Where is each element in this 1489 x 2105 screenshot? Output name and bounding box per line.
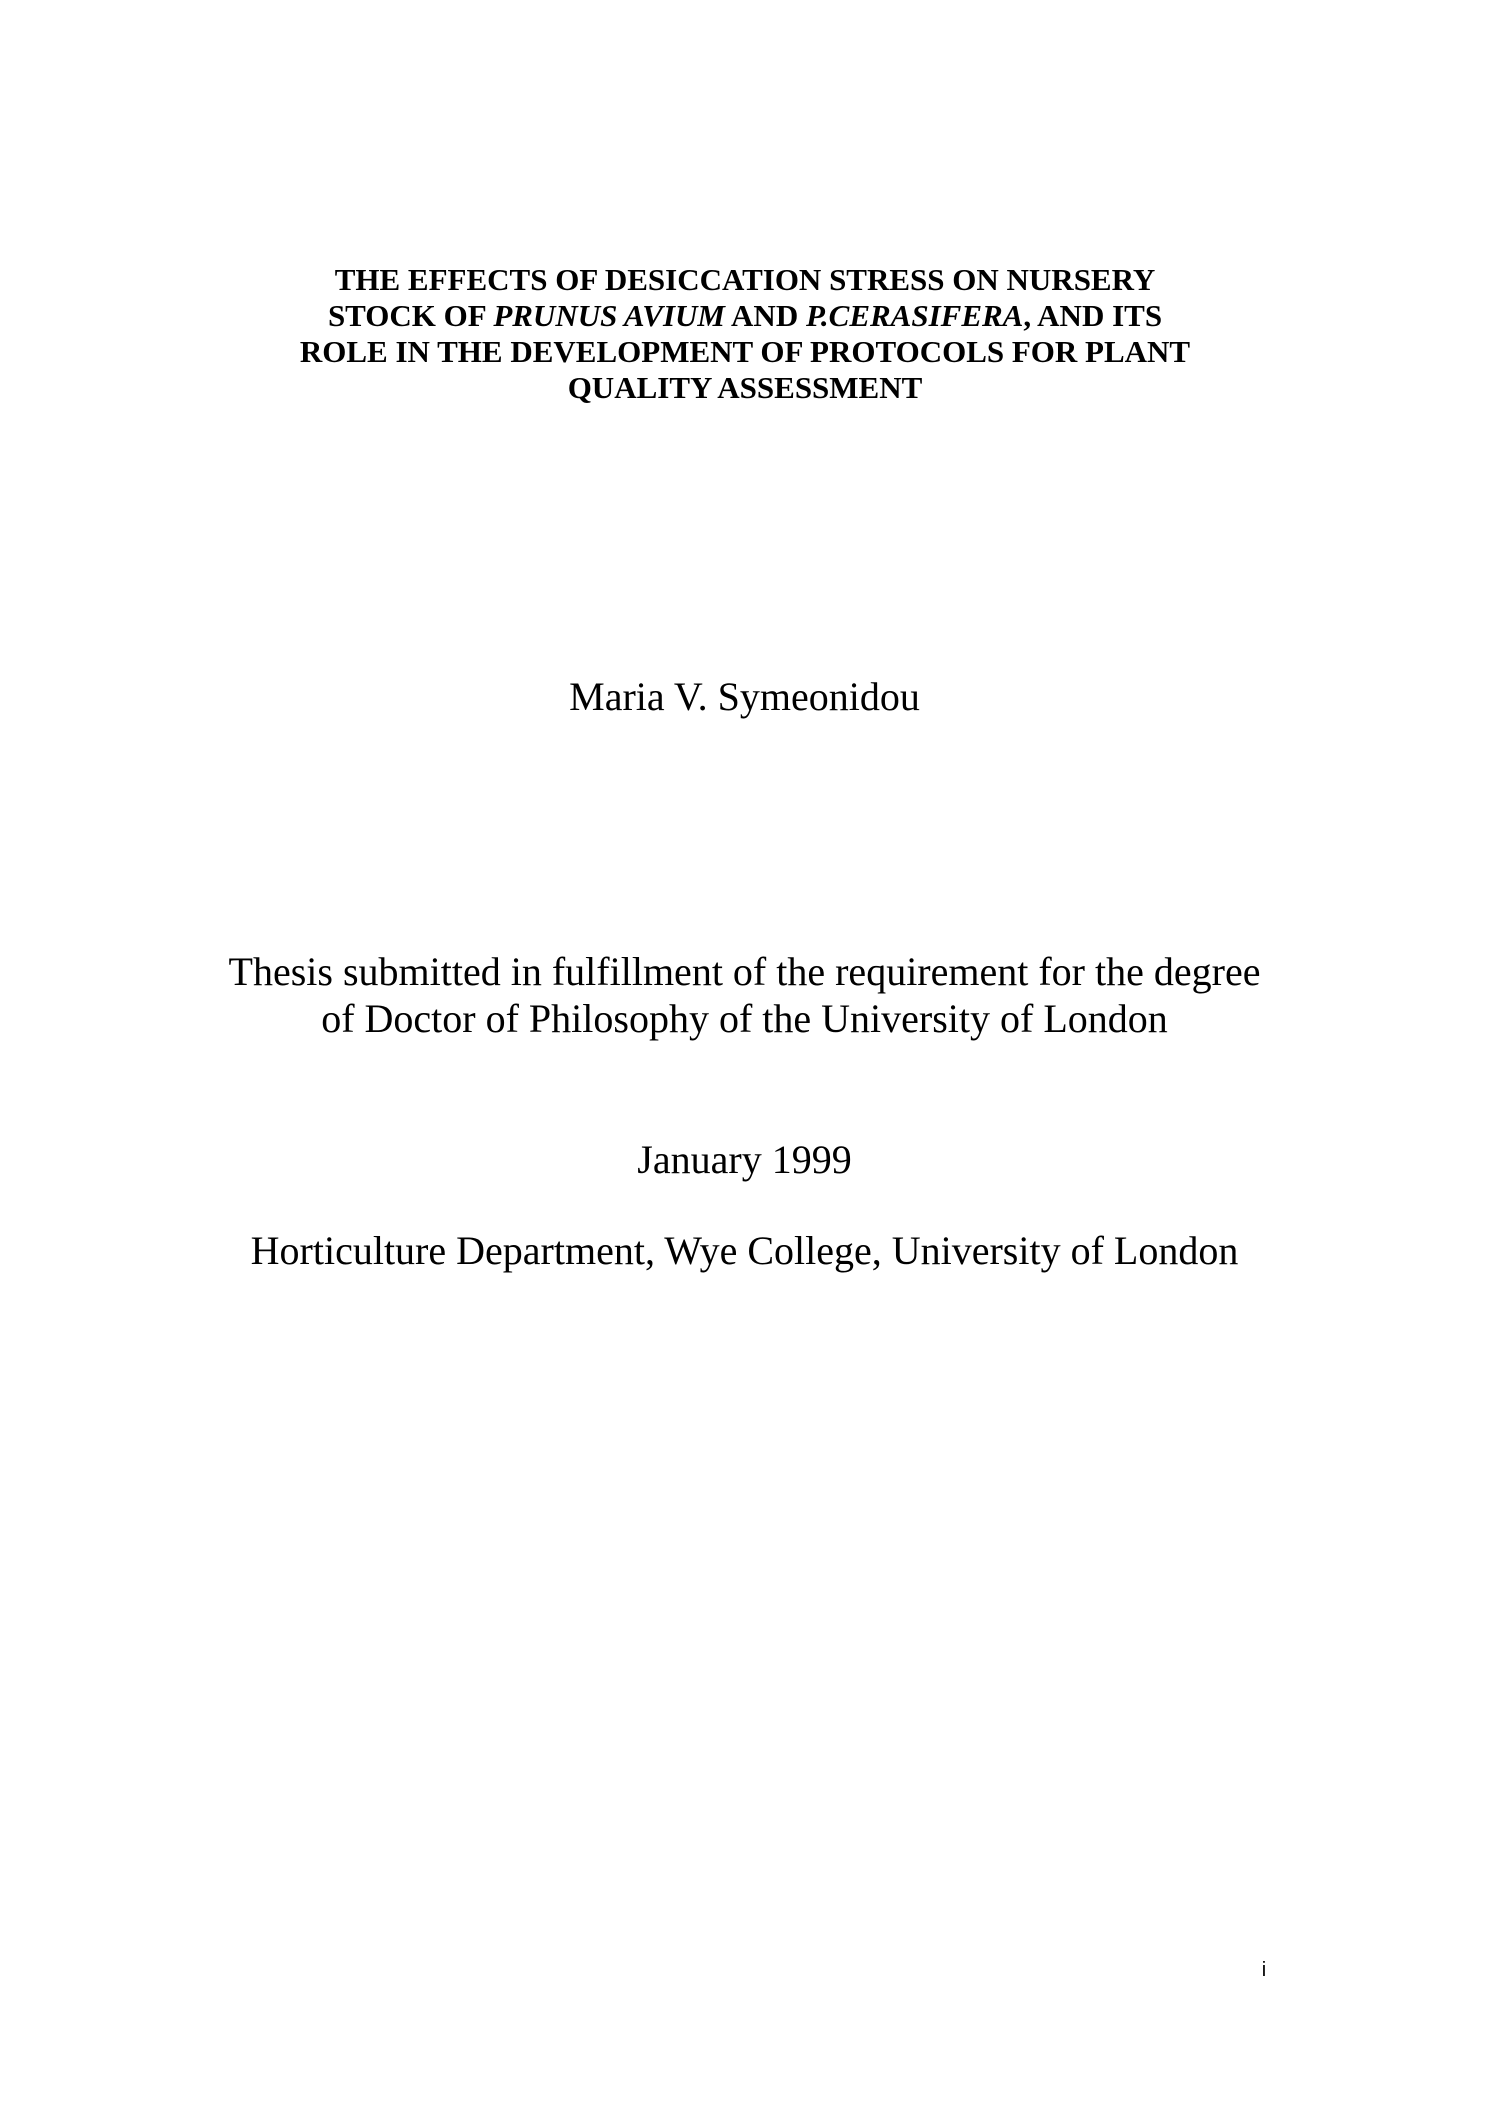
page-number: i [1261,1959,1267,1981]
author-name: Maria V. Symeonidou [569,674,920,719]
thesis-title [200,262,1290,406]
title-line-2 [200,298,1290,334]
title-line-2-text-b: AND [725,298,806,333]
department-affiliation: Horticulture Department, Wye College, University of London [250,1228,1239,1273]
thesis-statement-line-1: Thesis submitted in fulfillment of the requirement for the degree [228,949,1261,994]
thesis-statement [0,948,1489,1042]
title-line-4: QUALITY ASSESSMENT [567,370,923,405]
submission-date: January 1999 [637,1137,852,1182]
title-line-2-text-a: STOCK OF [327,298,494,333]
thesis-statement-line-2: of Doctor of Philosophy of the University of London [321,996,1168,1041]
species-name-p-cerasifera: P.CERASIFERA [805,298,1024,333]
species-name-prunus-avium: PRUNUS AVIUM [493,298,725,333]
title-line-2-text-c: , AND ITS [1023,298,1163,333]
title-line-1: THE EFFECTS OF DESICCATION STRESS ON NURSERY [334,262,1156,297]
title-line-3: ROLE IN THE DEVELOPMENT OF PROTOCOLS FOR PLANT [299,334,1191,369]
